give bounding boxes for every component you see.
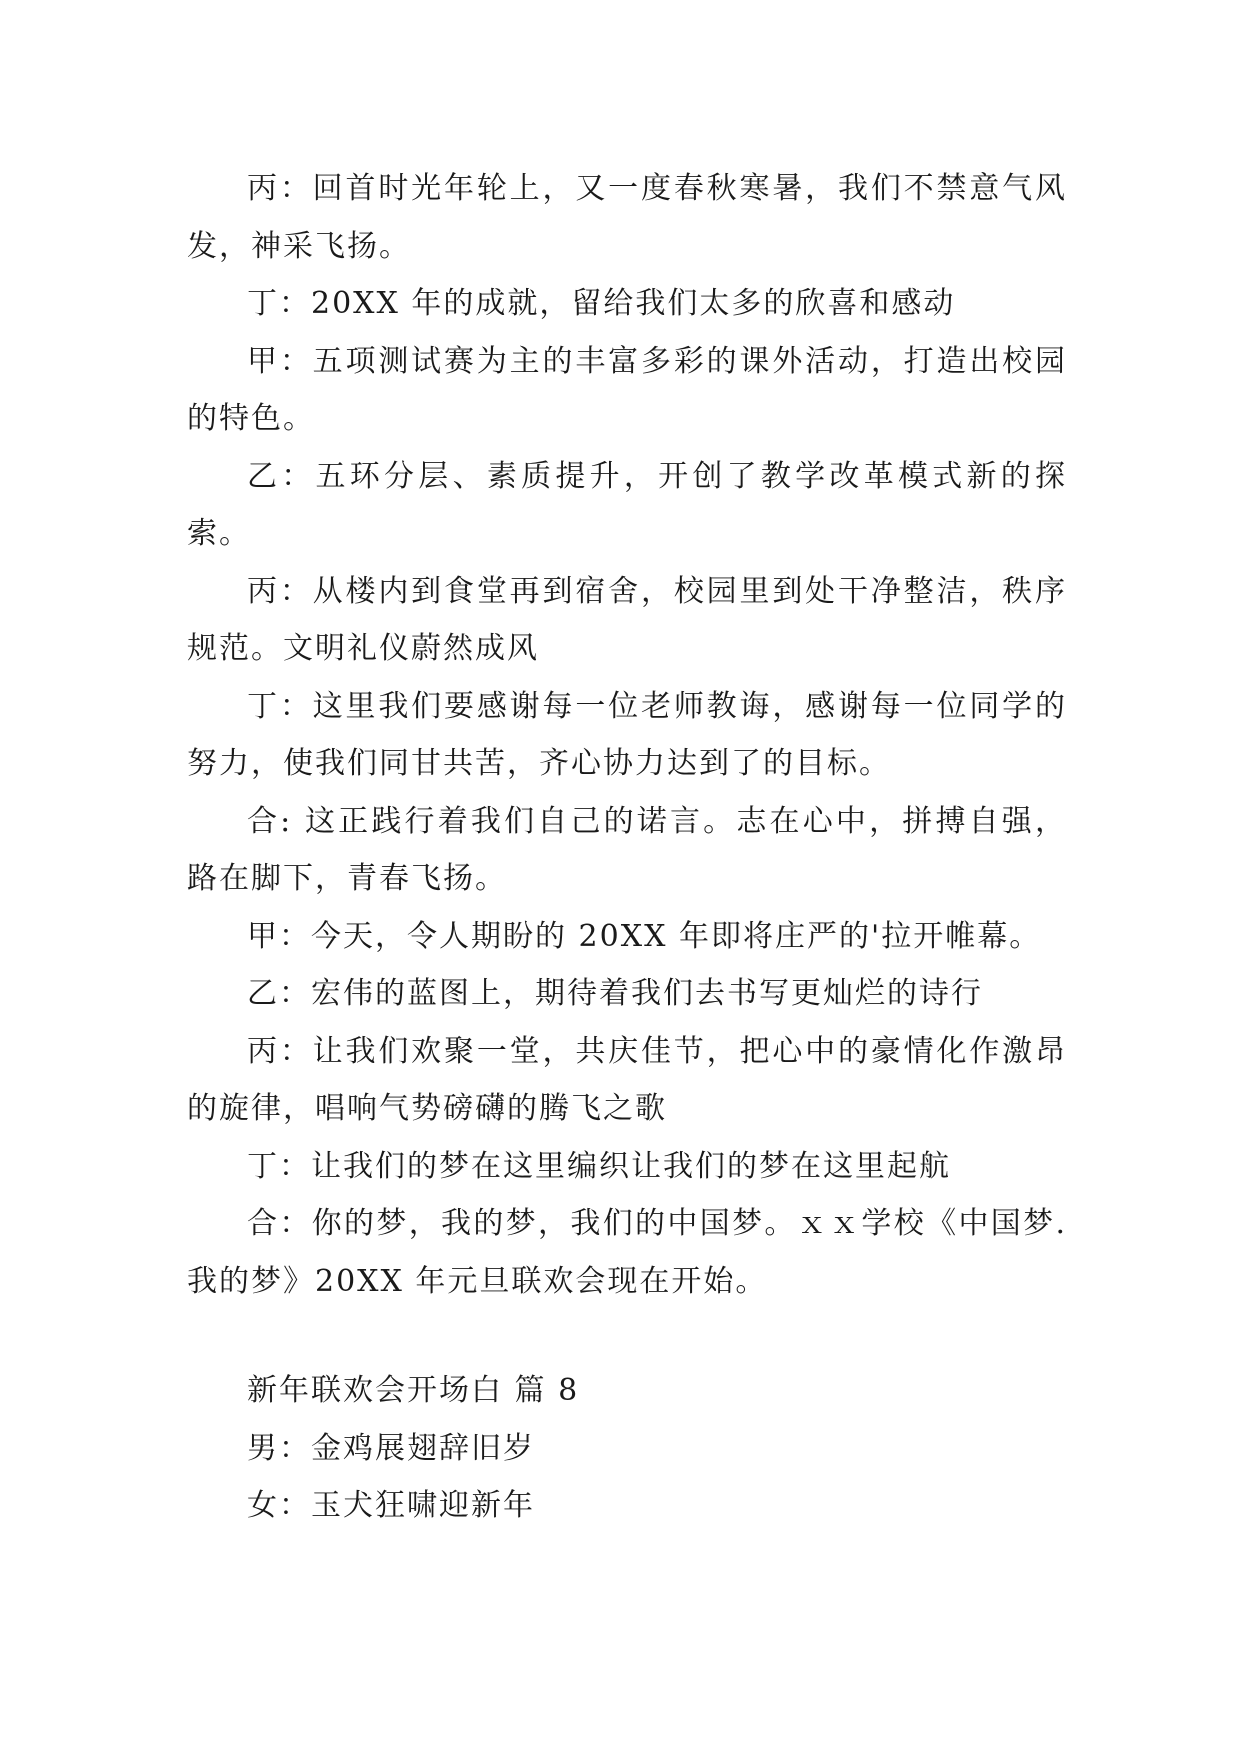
paragraph: 丙：让我们欢聚一堂，共庆佳节，把心中的豪情化作激昂的旋律，唱响气势磅礴的腾飞之歌 [187,1033,1067,1126]
paragraph: 丁：让我们的梦在这里编织让我们的梦在这里起航 [247,1148,951,1184]
paragraph: 乙：宏伟的蓝图上，期待着我们去书写更灿烂的诗行 [247,976,983,1011]
paragraph: 甲：今天，令人期盼的 20XX 年即将庄严的'拉开帷幕。 [247,918,1042,954]
paragraph: 合: 这正践行着我们自己的诺言。志在心中，拼搏自强，路在脚下，青春飞扬。 [187,803,1067,896]
section-heading: 新年联欢会开场白 篇 8 [247,1373,580,1408]
paragraph: 甲：五项测试赛为主的丰富多彩的课外活动，打造出校园的特色。 [187,343,1067,436]
section-spacer [187,1310,1067,1362]
paragraph: 丁：20XX 年的成就，留给我们太多的欣喜和感动 [247,286,956,321]
paragraph: 乙：五环分层、素质提升，开创了教学改革模式新的探索。 [187,458,1067,551]
paragraph: 合：你的梦，我的梦，我们的中国梦。ｘｘ学校《中国梦.我的梦》20XX 年元旦联欢会现在开始。 [187,1206,1067,1299]
paragraph: 丁：这里我们要感谢每一位老师教诲，感谢每一位同学的努力，使我们同甘共苦，齐心协力达到了的目标。 [187,688,1067,781]
dialogue-line: 女：玉犬狂啸迎新年 [247,1488,535,1523]
paragraph: 丙：回首时光年轮上，又一度春秋寒暑，我们不禁意气风发，神采飞扬。 [187,171,1067,264]
paragraph: 丙：从楼内到食堂再到宿舍，校园里到处干净整洁，秩序规范。文明礼仪蔚然成风 [187,573,1067,666]
document-body [187,160,1067,1535]
dialogue-line: 男：金鸡展翅辞旧岁 [247,1430,535,1466]
